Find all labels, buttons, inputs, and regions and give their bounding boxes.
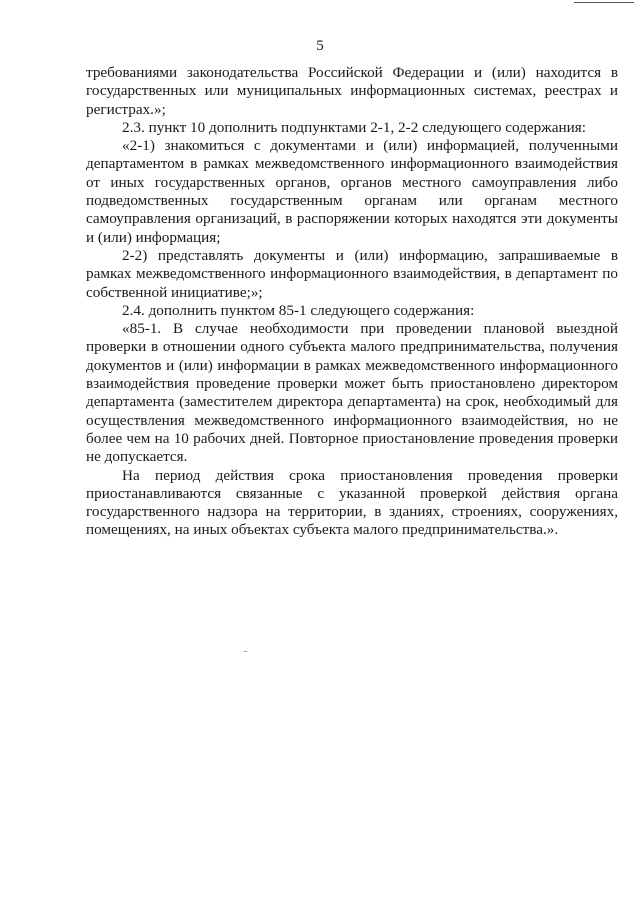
paragraph: «85-1. В случае необходимости при проведении плановой выездной проверки в отношении одного субъекта малого предпринимательства, получения документов и (или) информации в рамках межведомственного информационного взаимодействия проведение проверки может быть приостановлено директором департамента (заместителем директора департамента) на срок, необходимый для осуществления межведомственного информационного взаимодействия, но не более чем на 10 рабочих дней. Повторное приостановление проведения проверки не допускается. xyxy=(86,320,618,466)
page-number: 5 xyxy=(316,38,324,54)
document-body xyxy=(86,64,618,540)
paragraph: На период действия срока приостановления проведения проверки приостанавливаются связанные с указанной проверкой действия органа государственного надзора на территории, в зданиях, строениях, сооружениях, помещениях, на иных объектах субъекта малого предпринимательства.». xyxy=(86,466,618,539)
scan-speck xyxy=(244,651,247,652)
paragraph: 2-2) представлять документы и (или) информацию, запрашиваемые в рамках межведомственного информационного взаимодействия, в департамент по собственной инициативе;»; xyxy=(86,246,618,301)
paragraph: требованиями законодательства Российской Федерации и (или) находится в государственных или муниципальных информационных системах, реестрах и регистрах.»; xyxy=(86,64,618,118)
top-edge-mark xyxy=(574,2,634,3)
paragraph: 2.3. пункт 10 дополнить подпунктами 2-1, 2-2 следующего содержания: xyxy=(122,118,586,136)
paragraph: 2.4. дополнить пунктом 85-1 следующего содержания: xyxy=(122,301,475,319)
paragraph: «2-1) знакомиться с документами и (или) информацией, полученными департаментом в рамках межведомственного информационного взаимодействия от иных государственных органов, органов местного самоуправления либо подведомственных государственным органам или органам местного самоуправления организаций, в распоряжении которых находятся эти документы и (или) информация; xyxy=(86,137,618,246)
